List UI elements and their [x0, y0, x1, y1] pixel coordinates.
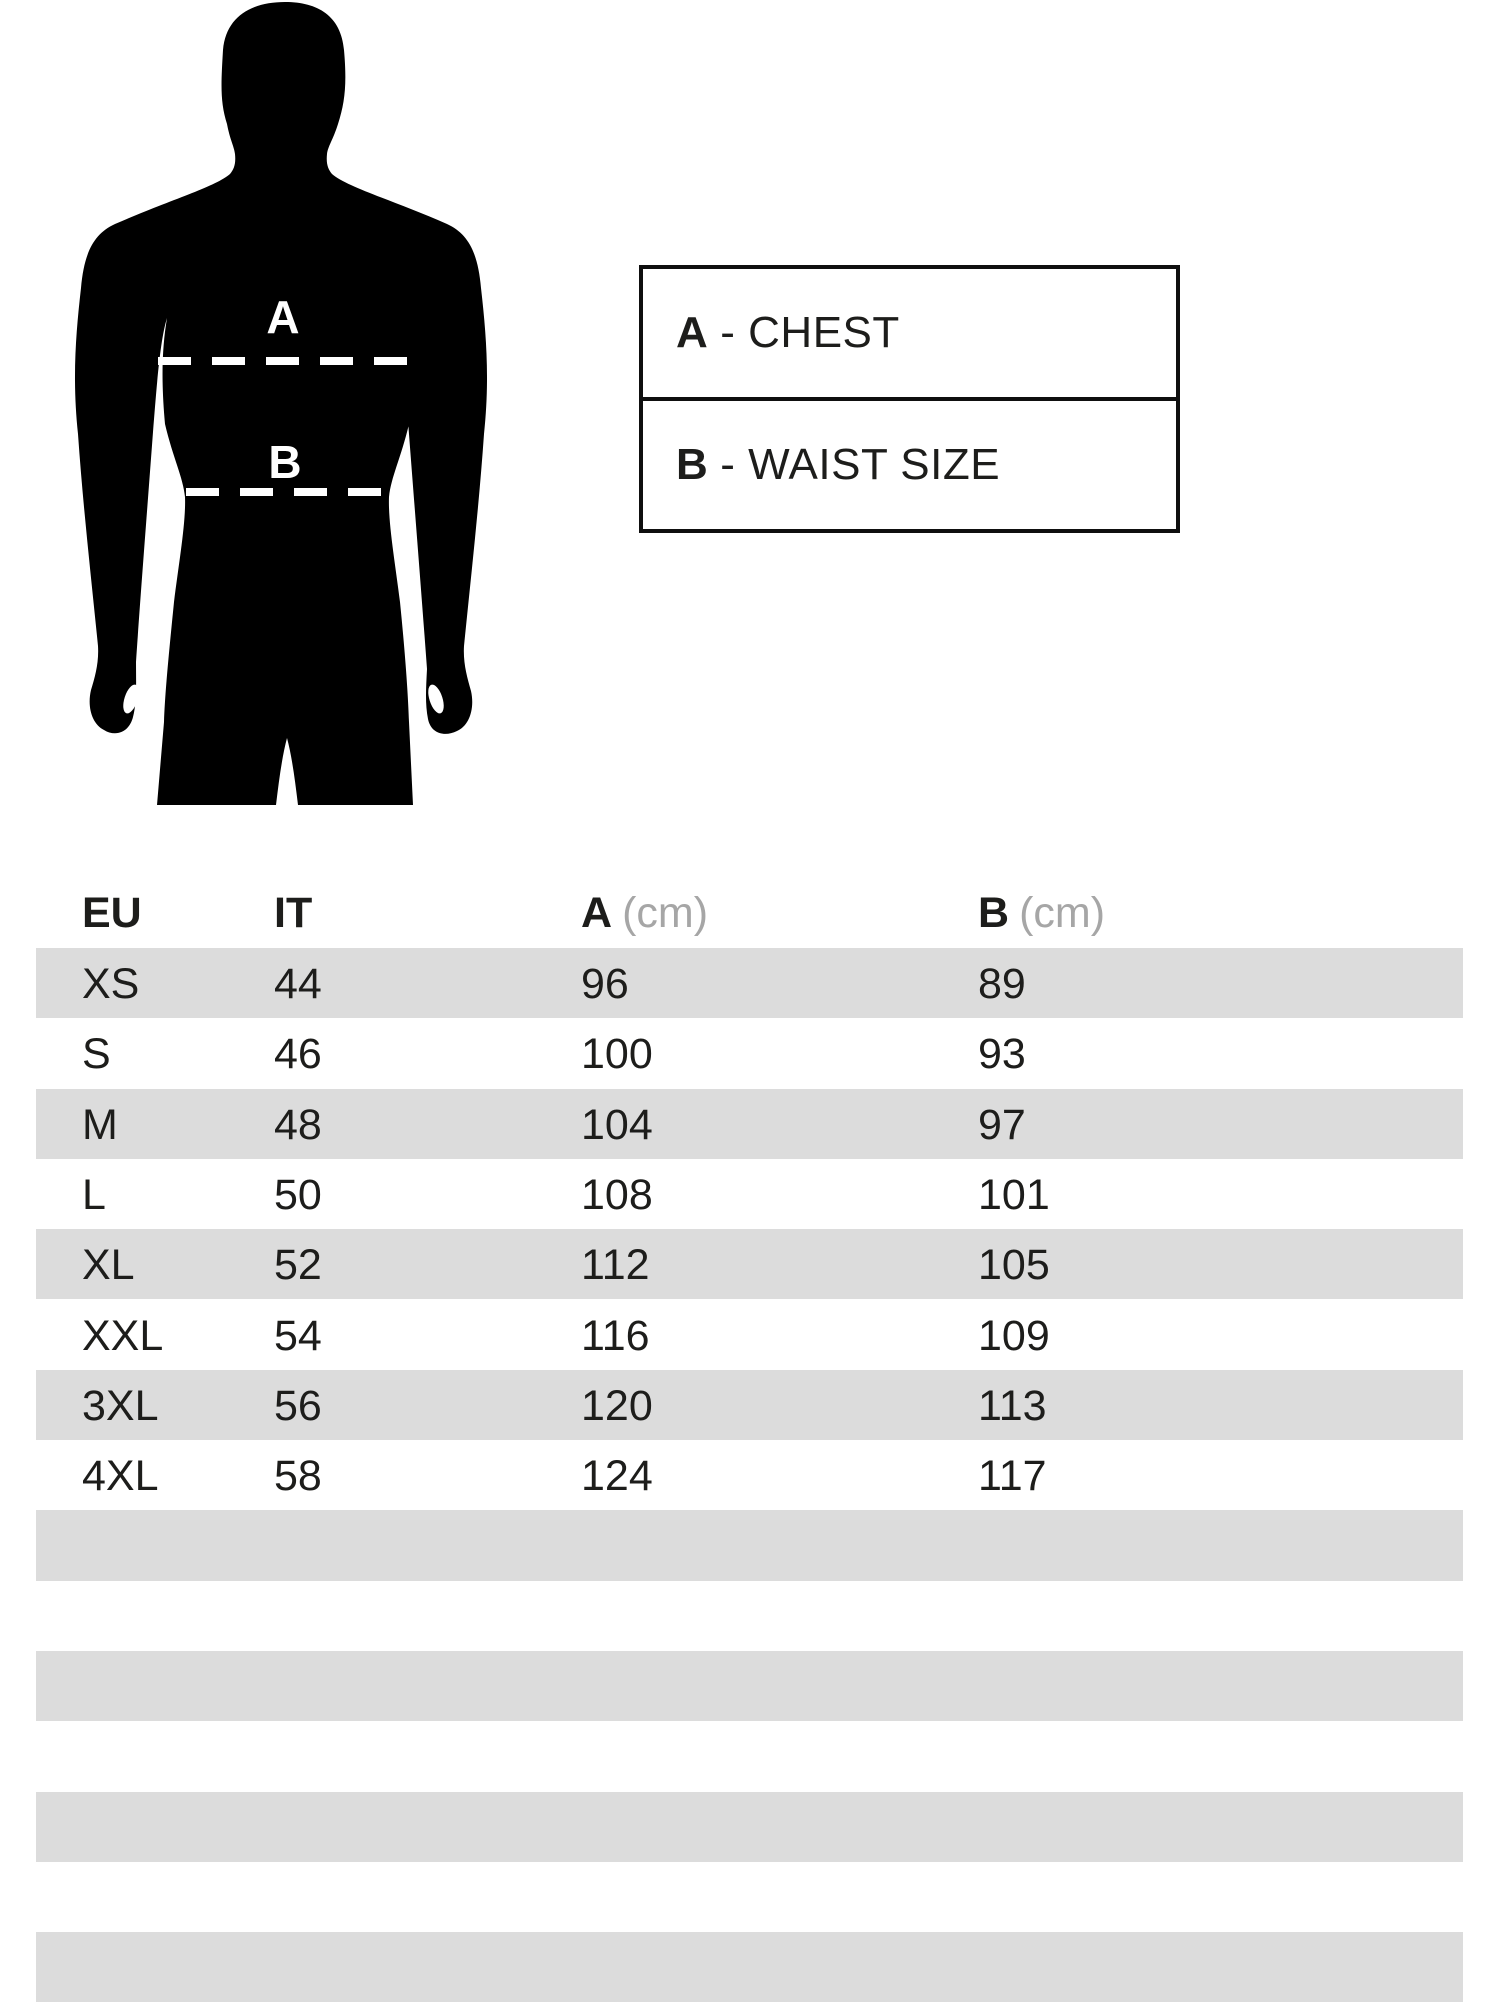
table-row: [36, 1440, 1463, 1510]
column-header-eu: [82, 889, 274, 938]
table-row: [36, 1159, 1463, 1229]
eu-value: L: [82, 1171, 106, 1220]
chest-marker-label: A: [266, 291, 300, 343]
male-silhouette: [75, 2, 487, 805]
column-header-it-label: IT: [274, 888, 313, 937]
column-header-eu-label: EU: [82, 888, 142, 937]
column-header-b: [978, 889, 1463, 938]
b-value: 109: [978, 1311, 1050, 1360]
legend-key-a: A: [676, 308, 709, 357]
eu-value: XS: [82, 960, 140, 1009]
eu-value: S: [82, 1030, 111, 1079]
it-value: 52: [274, 1241, 322, 1290]
column-header-a-label: A: [581, 888, 613, 937]
empty-table-row: [36, 1932, 1463, 2002]
column-header-it: [274, 889, 581, 938]
empty-table-row: [36, 1581, 1463, 1651]
b-value: 117: [978, 1452, 1047, 1501]
it-value: 58: [274, 1452, 322, 1501]
legend-row-waist: [639, 397, 1180, 533]
eu-value: M: [82, 1100, 118, 1149]
waist-marker-label: B: [268, 436, 302, 488]
b-value: 101: [978, 1171, 1050, 1220]
empty-table-row: [36, 1510, 1463, 1580]
eu-value: XL: [82, 1241, 135, 1290]
eu-value: 3XL: [82, 1381, 159, 1430]
column-header-a-unit: (cm): [622, 888, 709, 937]
a-value: 96: [581, 960, 629, 1009]
a-value: 116: [581, 1311, 650, 1360]
empty-table-row: [36, 1651, 1463, 1721]
table-row: [36, 1089, 1463, 1159]
column-header-b-unit: (cm): [1019, 888, 1106, 937]
table-row: [36, 1229, 1463, 1299]
a-value: 100: [581, 1030, 653, 1079]
column-header-a: [581, 889, 978, 938]
empty-table-row: [36, 1792, 1463, 1862]
a-value: 120: [581, 1381, 653, 1430]
a-value: 112: [581, 1241, 650, 1290]
b-value: 97: [978, 1100, 1026, 1149]
it-value: 54: [274, 1311, 322, 1360]
eu-value: 4XL: [82, 1452, 159, 1501]
b-value: 105: [978, 1241, 1050, 1290]
a-value: 104: [581, 1100, 653, 1149]
it-value: 46: [274, 1030, 322, 1079]
legend-key-b: B: [676, 440, 709, 489]
it-value: 48: [274, 1100, 322, 1149]
a-value: 124: [581, 1452, 653, 1501]
table-row: [36, 1018, 1463, 1088]
b-value: 113: [978, 1381, 1047, 1430]
empty-table-row: [36, 1721, 1463, 1791]
body-measurement-figure: [0, 0, 560, 810]
it-value: 50: [274, 1171, 322, 1220]
legend-label-waist: - WAIST SIZE: [720, 440, 1001, 489]
b-value: 89: [978, 960, 1026, 1009]
column-header-b-label: B: [978, 888, 1010, 937]
legend-row-chest: [639, 265, 1180, 401]
empty-table-row: [36, 1862, 1463, 1932]
eu-value: XXL: [82, 1311, 164, 1360]
a-value: 108: [581, 1171, 653, 1220]
it-value: 56: [274, 1381, 322, 1430]
table-header-row: [36, 878, 1463, 948]
table-row: [36, 1299, 1463, 1369]
legend-box: [639, 265, 1180, 533]
legend-label-chest: - CHEST: [720, 308, 900, 357]
table-row: [36, 948, 1463, 1018]
b-value: 93: [978, 1030, 1026, 1079]
it-value: 44: [274, 960, 322, 1009]
size-table: [36, 878, 1463, 2002]
table-row: [36, 1370, 1463, 1440]
